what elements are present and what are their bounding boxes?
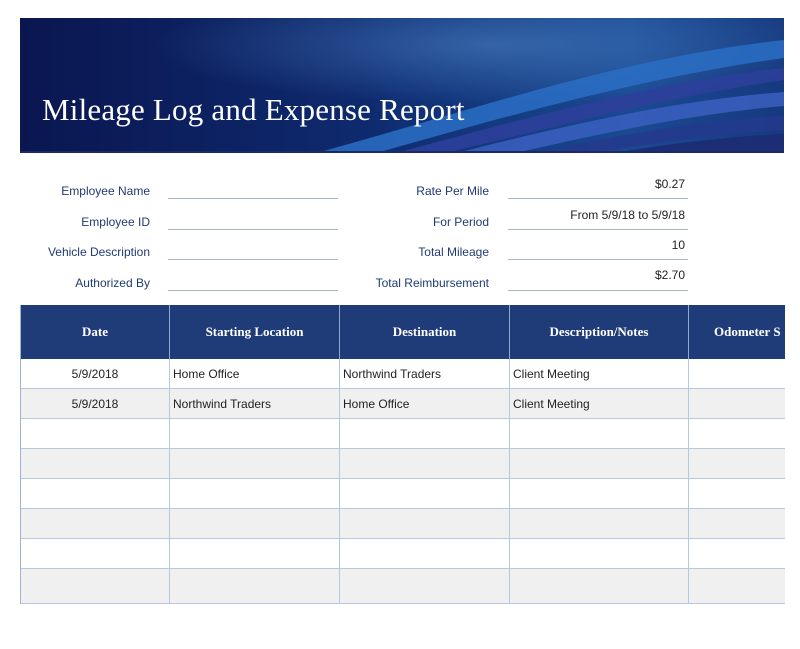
vehicle-description-label: Vehicle Description [47,245,150,259]
column-header-date: Date [21,305,170,359]
table-header [21,305,785,359]
column-header-starting-location: Starting Location [170,305,340,359]
cell-destination[interactable] [340,449,510,479]
cell-odometer[interactable] [689,419,785,449]
cell-starting-location[interactable] [170,449,340,479]
cell-odometer[interactable] [689,449,785,479]
cell-destination[interactable] [340,419,510,449]
cell-odometer[interactable] [689,479,785,509]
cell-date[interactable] [21,509,170,539]
cell-description-notes[interactable] [510,509,689,539]
cell-odometer[interactable] [689,569,785,604]
cell-date[interactable]: 5/9/2018 [21,359,170,389]
employee-name-label: Employee Name [61,184,150,198]
cell-destination[interactable] [340,479,510,509]
cell-date[interactable] [21,449,170,479]
cell-description-notes[interactable] [510,419,689,449]
column-header-destination: Destination [340,305,510,359]
cell-destination[interactable] [340,509,510,539]
cell-starting-location[interactable] [170,419,340,449]
table-row [21,509,785,539]
cell-description-notes[interactable] [510,569,689,604]
for-period-value[interactable]: From 5/9/18 to 5/9/18 [570,208,685,222]
total-reimbursement-value[interactable]: $2.70 [654,268,685,282]
cell-date[interactable]: 5/9/2018 [21,389,170,419]
employee-id-label: Employee ID [81,215,150,229]
cell-date[interactable] [21,479,170,509]
banner-wave-graphic [20,18,784,152]
cell-odometer[interactable] [689,359,785,389]
employee-name-field[interactable] [168,198,338,199]
rate-per-mile-underline [508,198,688,199]
cell-description-notes[interactable] [510,539,689,569]
total-mileage-underline [508,259,688,260]
table-row [21,569,785,604]
cell-starting-location[interactable] [170,479,340,509]
cell-starting-location[interactable] [170,569,340,604]
cell-description-notes[interactable] [510,449,689,479]
column-header-odometer: Odometer S [714,324,781,339]
cell-destination[interactable] [340,569,510,604]
mileage-log-table [20,305,785,604]
table-row [21,419,785,449]
cell-date[interactable] [21,539,170,569]
employee-id-field[interactable] [168,229,338,230]
page-title: Mileage Log and Expense Report [42,92,465,127]
rate-per-mile-label: Rate Per Mile [416,184,489,198]
for-period-underline [508,229,688,230]
cell-date[interactable] [21,419,170,449]
cell-destination[interactable]: Home Office [340,389,510,419]
rate-per-mile-value[interactable]: $0.27 [654,177,685,191]
cell-starting-location[interactable]: Home Office [170,359,340,389]
authorized-by-label: Authorized By [75,276,150,290]
table-row [21,389,785,419]
cell-description-notes[interactable]: Client Meeting [510,389,689,419]
total-mileage-value[interactable]: 10 [671,238,685,252]
banner-divider [20,151,784,153]
authorized-by-field[interactable] [168,290,338,291]
cell-date[interactable] [21,569,170,604]
table-row [21,539,785,569]
total-reimbursement-underline [508,290,688,291]
table-row [21,359,785,389]
vehicle-description-field[interactable] [168,259,338,260]
cell-starting-location[interactable]: Northwind Traders [170,389,340,419]
cell-destination[interactable] [340,539,510,569]
cell-description-notes[interactable] [510,479,689,509]
cell-description-notes[interactable]: Client Meeting [510,359,689,389]
cell-odometer[interactable] [689,539,785,569]
table-row [21,449,785,479]
for-period-label: For Period [432,215,489,229]
cell-starting-location[interactable] [170,509,340,539]
report-banner [20,18,784,152]
column-header-description-notes: Description/Notes [510,305,689,359]
cell-starting-location[interactable] [170,539,340,569]
cell-odometer[interactable] [689,389,785,419]
cell-odometer[interactable] [689,509,785,539]
cell-destination[interactable]: Northwind Traders [340,359,510,389]
table-row [21,479,785,509]
total-reimbursement-label: Total Reimbursement [375,276,489,290]
total-mileage-label: Total Mileage [418,245,489,259]
